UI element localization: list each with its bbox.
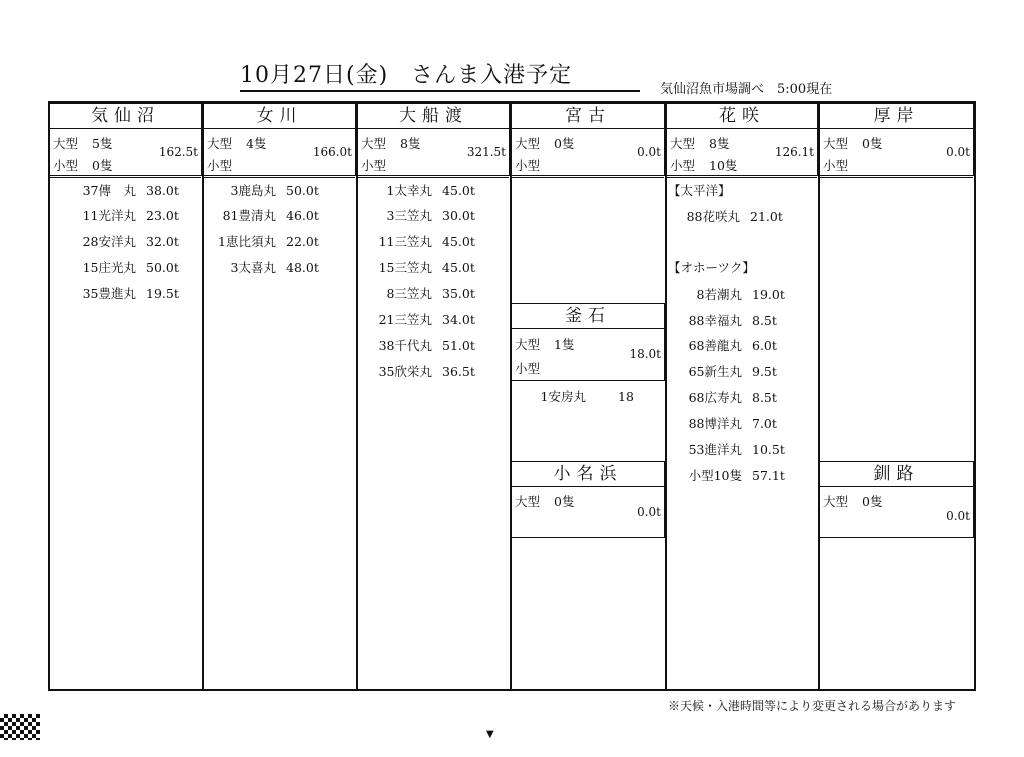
boat-name: 15三笠丸 (378, 260, 432, 275)
boat-tonnage: 30.0t (442, 208, 475, 223)
large-count: 4隻 (246, 136, 267, 151)
boat-tonnage: 46.0t (286, 208, 319, 223)
boat-name: 8若潮丸 (696, 287, 742, 302)
boat-row (360, 362, 475, 380)
port-summary (820, 487, 973, 535)
boat-tonnage: 8.5t (752, 390, 777, 405)
boat-tonnage: 50.0t (146, 260, 179, 275)
boat-name: 65新生丸 (688, 364, 742, 379)
large-label: 大型 (515, 136, 541, 151)
large-count: 5隻 (92, 136, 113, 151)
total-tonnage: 166.0t (312, 145, 352, 159)
port-name: 小名浜 (512, 462, 664, 487)
boat-row (70, 181, 179, 199)
boat-name: 37傳 丸 (82, 183, 136, 198)
port-summary (512, 487, 664, 535)
boat-tonnage: 45.0t (442, 234, 475, 249)
boat-row (360, 181, 475, 199)
boat-row (668, 362, 777, 380)
port-name: 釧路 (820, 462, 973, 487)
total-tonnage: 0.0t (946, 509, 970, 523)
boat-name: 3鹿島丸 (230, 183, 276, 198)
total-tonnage: 162.5t (158, 145, 198, 159)
boat-name: 68広寿丸 (688, 390, 742, 405)
boat-row (70, 284, 179, 302)
small-label: 小型 (670, 158, 696, 173)
title-underline (240, 90, 640, 92)
boat-name: 28安洋丸 (82, 234, 136, 249)
boat-row (514, 387, 634, 405)
large-count: 1隻 (554, 337, 575, 352)
boat-row (360, 310, 475, 328)
subtitle: 気仙沼魚市場調べ 5:00現在 (660, 82, 833, 97)
column-divider (202, 101, 204, 691)
column-divider (665, 101, 667, 691)
small-label: 小型 (207, 158, 233, 173)
boat-name: 15庄光丸 (82, 260, 136, 275)
boat-row (360, 258, 475, 276)
port-summary (512, 129, 664, 178)
large-label: 大型 (361, 136, 387, 151)
column-divider (510, 101, 512, 691)
column-divider (818, 101, 820, 691)
footnote: ※天候・入港時間等により変更される場合があります (668, 699, 957, 713)
boat-name: 1安房丸 (540, 389, 586, 404)
boat-row (668, 336, 777, 354)
port-box-akkeshi (819, 103, 974, 176)
boat-row (70, 258, 179, 276)
boat-tonnage: 38.0t (146, 183, 179, 198)
boat-tonnage: 18 (618, 389, 634, 404)
large-count: 8隻 (709, 136, 730, 151)
port-name: 女川 (204, 104, 355, 129)
total-tonnage: 0.0t (946, 145, 970, 159)
boat-row (668, 285, 785, 303)
large-label: 大型 (670, 136, 696, 151)
total-tonnage: 18.0t (629, 347, 661, 361)
large-count: 8隻 (400, 136, 421, 151)
port-box-onagawa (203, 103, 356, 176)
total-tonnage: 126.1t (774, 145, 814, 159)
port-box-miyako (511, 103, 665, 176)
boat-tonnage: 8.5t (752, 313, 777, 328)
boat-row (668, 414, 777, 432)
port-box-ofunato (357, 103, 510, 176)
boat-name: 38千代丸 (378, 338, 432, 353)
port-box-kesennuma (49, 103, 202, 176)
boat-row (668, 388, 777, 406)
boat-tonnage: 35.0t (442, 286, 475, 301)
boat-name: 21三笠丸 (378, 312, 432, 327)
boat-tonnage: 45.0t (442, 183, 475, 198)
port-summary (820, 129, 973, 178)
boat-row (360, 206, 475, 224)
boat-row (668, 466, 785, 484)
large-count: 0隻 (862, 136, 883, 151)
small-count: 10隻 (709, 158, 738, 173)
boat-tonnage: 9.5t (752, 364, 777, 379)
large-label: 大型 (823, 494, 849, 509)
large-label: 大型 (515, 337, 541, 352)
boat-name: 1太幸丸 (386, 183, 432, 198)
total-tonnage: 0.0t (637, 505, 661, 519)
boat-row (206, 232, 319, 250)
boat-row (360, 232, 475, 250)
boat-name: 53進洋丸 (688, 442, 742, 457)
boat-row (206, 206, 319, 224)
boat-name: 88博洋丸 (688, 416, 742, 431)
large-count: 0隻 (554, 494, 575, 509)
total-tonnage: 0.0t (637, 145, 661, 159)
boat-row (668, 440, 785, 458)
boat-tonnage: 21.0t (750, 209, 783, 224)
large-label: 大型 (53, 136, 79, 151)
port-summary (667, 129, 817, 178)
boat-tonnage: 10.5t (752, 442, 785, 457)
boat-tonnage: 22.0t (286, 234, 319, 249)
boat-tonnage: 7.0t (752, 416, 777, 431)
small-label: 小型 (53, 158, 79, 173)
port-name: 宮古 (512, 104, 664, 129)
boat-tonnage: 48.0t (286, 260, 319, 275)
port-summary (204, 129, 355, 178)
boat-tonnage: 45.0t (442, 260, 475, 275)
port-box-kamaishi (511, 303, 665, 381)
section-okhotsk: 【オホーツク】 (668, 260, 755, 275)
section-pacific: 【太平洋】 (668, 183, 731, 198)
boat-name: 11光洋丸 (82, 208, 136, 223)
boat-tonnage: 6.0t (752, 338, 777, 353)
port-box-hanasaki (666, 103, 818, 176)
boat-tonnage: 34.0t (442, 312, 475, 327)
boat-row (668, 311, 777, 329)
large-count: 0隻 (862, 494, 883, 509)
checker-pattern (0, 714, 40, 740)
total-tonnage: 321.5t (466, 145, 506, 159)
small-label: 小型 (515, 158, 541, 173)
boat-tonnage: 50.0t (286, 183, 319, 198)
schedule-frame (48, 101, 976, 691)
page-down-arrow-icon: ▼ (486, 729, 494, 740)
boat-tonnage: 23.0t (146, 208, 179, 223)
boat-tonnage: 36.5t (442, 364, 475, 379)
boat-row (70, 206, 179, 224)
boat-tonnage: 57.1t (752, 468, 785, 483)
port-name: 釜石 (512, 304, 664, 329)
large-label: 大型 (515, 494, 541, 509)
port-summary (50, 129, 201, 178)
port-name: 花咲 (667, 104, 817, 129)
boat-name: 11三笠丸 (378, 234, 432, 249)
port-summary (512, 329, 664, 381)
boat-name: 小型10隻 (688, 468, 742, 483)
large-label: 大型 (823, 136, 849, 151)
boat-tonnage: 19.5t (146, 286, 179, 301)
boat-name: 1恵比須丸 (218, 234, 276, 249)
small-label: 小型 (823, 158, 849, 173)
boat-name: 3太喜丸 (230, 260, 276, 275)
boat-name: 68善龍丸 (688, 338, 742, 353)
boat-name: 81豊清丸 (222, 208, 276, 223)
boat-name: 3三笠丸 (386, 208, 432, 223)
port-name: 厚岸 (820, 104, 973, 129)
port-name: 気仙沼 (50, 104, 201, 129)
large-count: 0隻 (554, 136, 575, 151)
small-label: 小型 (515, 361, 541, 376)
boat-row (70, 232, 179, 250)
boat-row (668, 207, 783, 225)
boat-name: 35欣栄丸 (378, 364, 432, 379)
port-summary (358, 129, 509, 178)
page-title: 10月27日(金) さんま入港予定 (240, 63, 573, 88)
small-label: 小型 (361, 158, 387, 173)
large-label: 大型 (207, 136, 233, 151)
boat-row (206, 258, 319, 276)
boat-name: 88幸福丸 (688, 313, 742, 328)
boat-tonnage: 19.0t (752, 287, 785, 302)
boat-name: 8三笠丸 (386, 286, 432, 301)
boat-row (206, 181, 319, 199)
port-name: 大船渡 (358, 104, 509, 129)
boat-tonnage: 51.0t (442, 338, 475, 353)
boat-row (360, 336, 475, 354)
boat-name: 88花咲丸 (686, 209, 740, 224)
boat-name: 35豊進丸 (82, 286, 136, 301)
boat-tonnage: 32.0t (146, 234, 179, 249)
small-count: 0隻 (92, 158, 113, 173)
boat-row (360, 284, 475, 302)
port-box-onahama (511, 461, 665, 538)
port-box-kushiro (819, 461, 974, 538)
column-divider (356, 101, 358, 691)
